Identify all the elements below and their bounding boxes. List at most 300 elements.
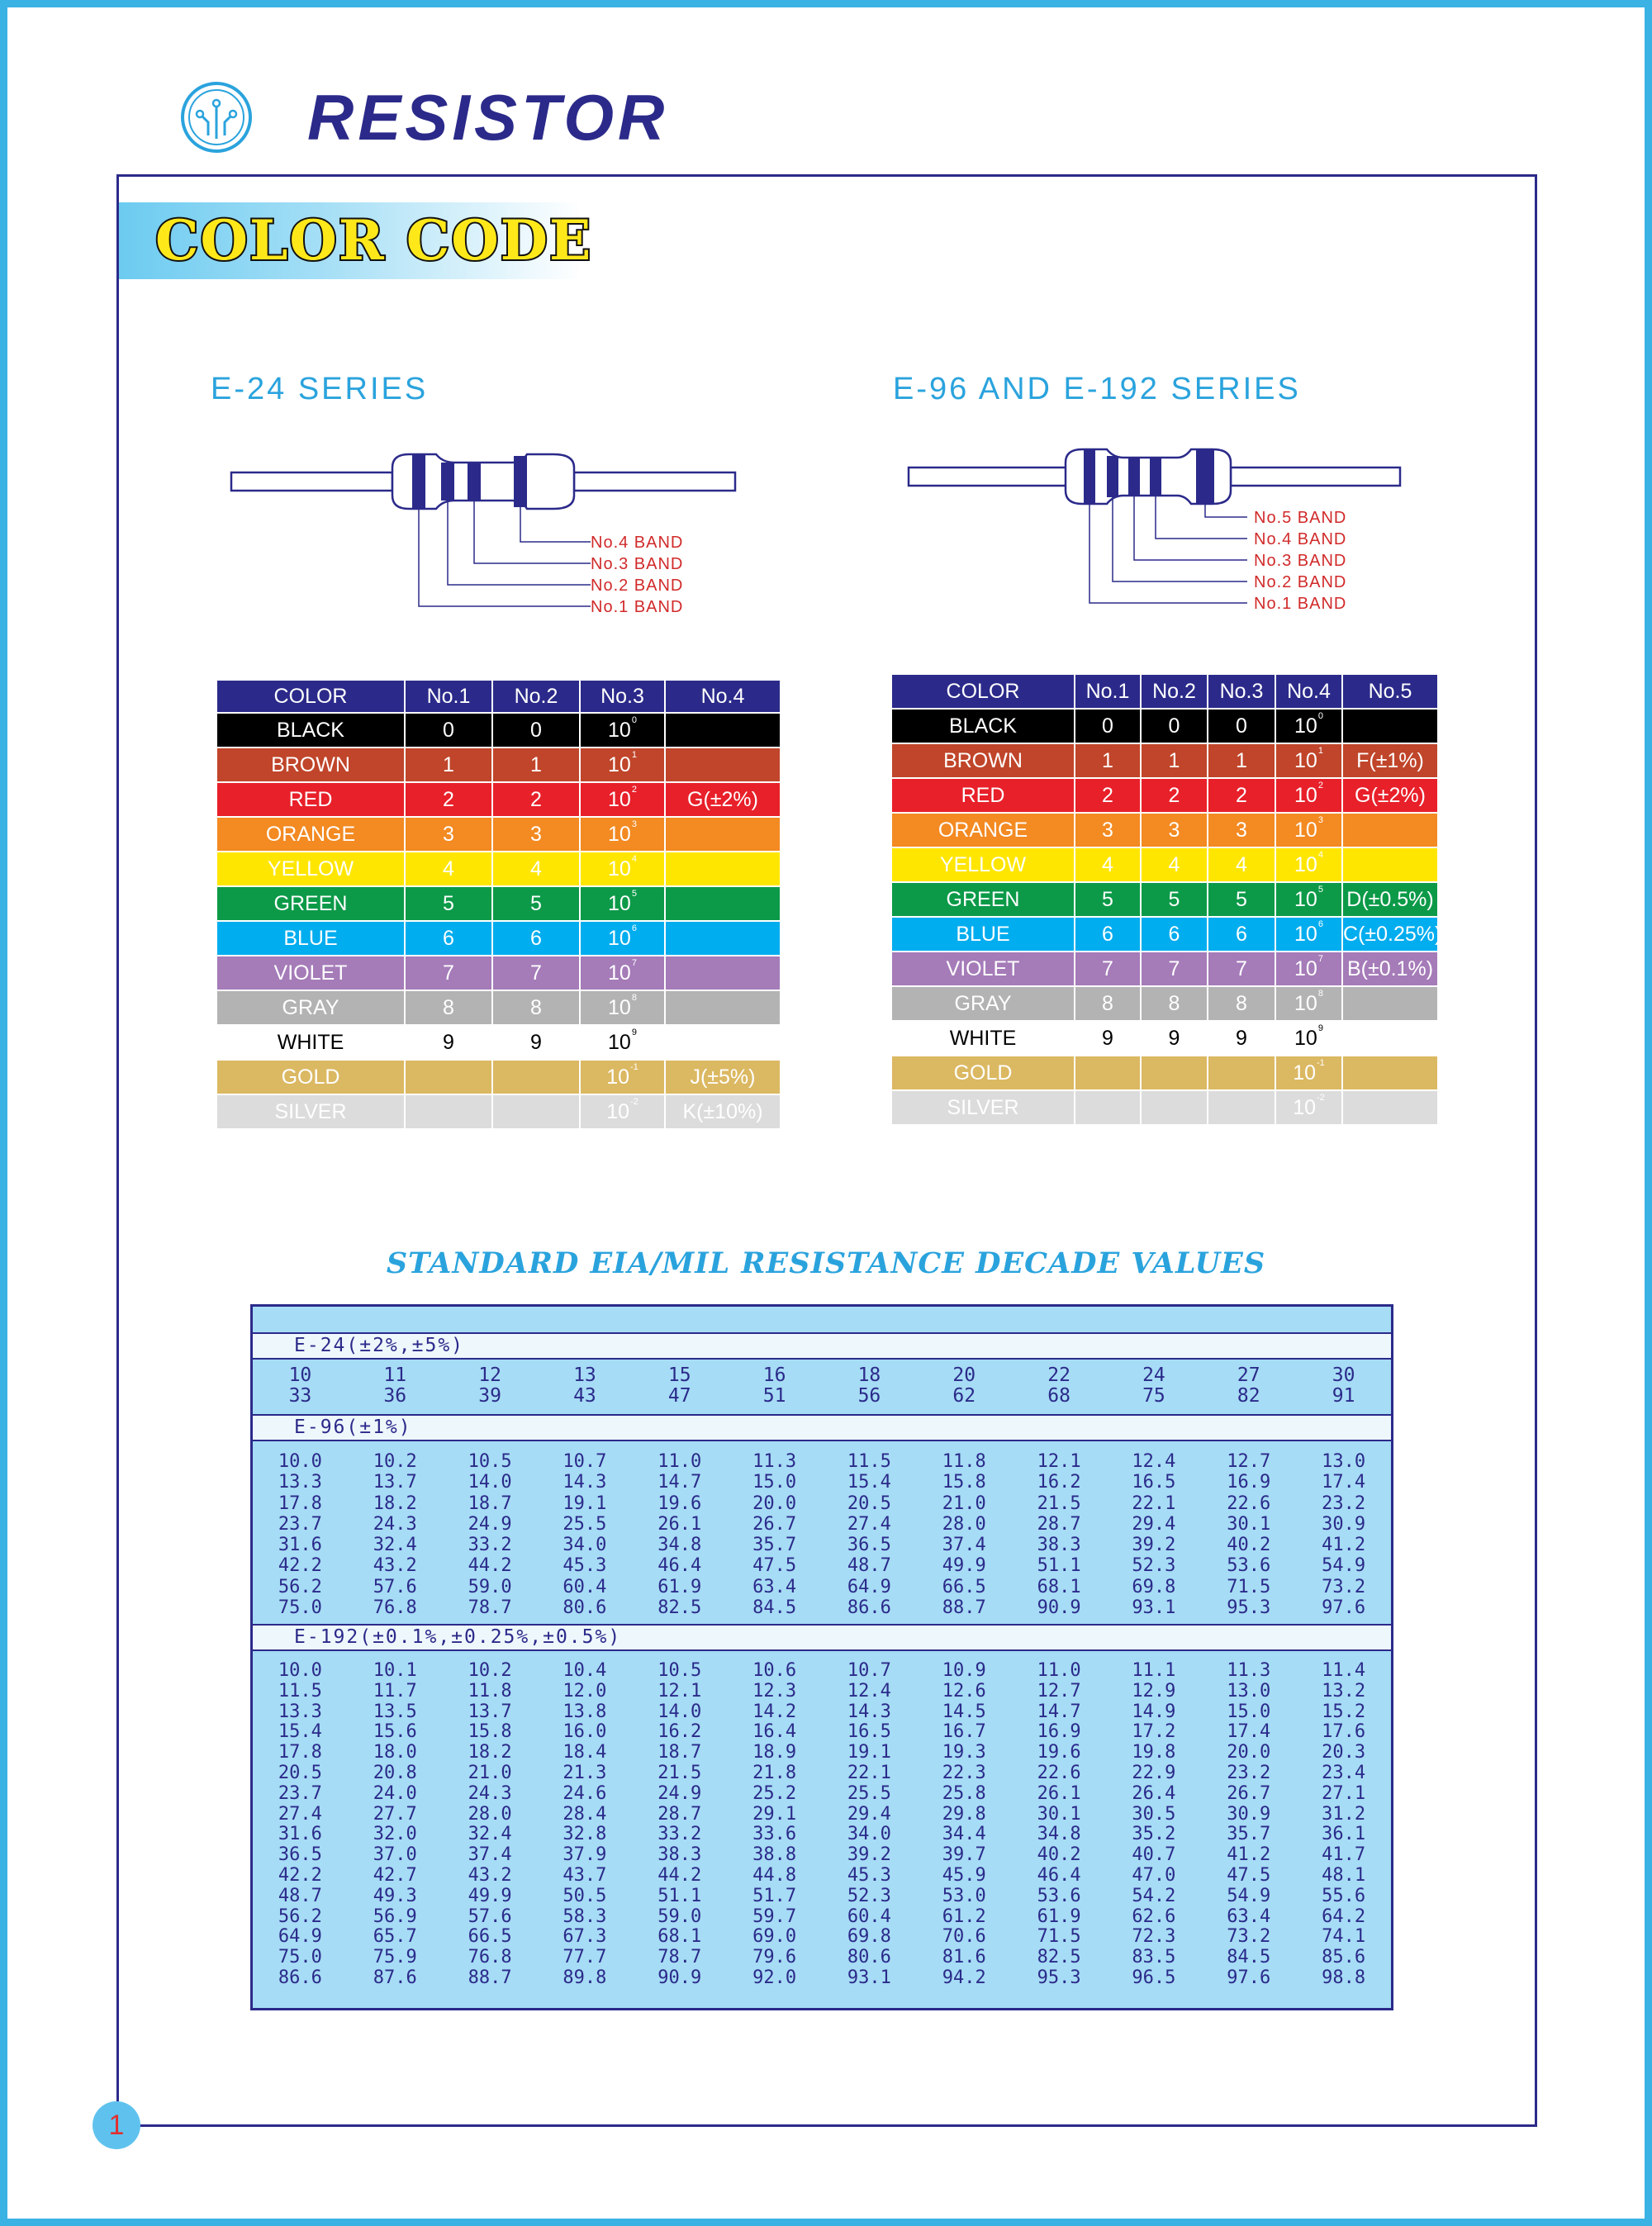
resistance-value: 22 <box>1047 1365 1070 1386</box>
digit-cell <box>405 1060 492 1094</box>
digit-cell <box>1208 1090 1275 1125</box>
table-row <box>216 990 781 1025</box>
resistance-value: 52.3 <box>847 1885 891 1906</box>
resistance-value: 48.1 <box>1322 1864 1366 1886</box>
band-label: No.1 BAND <box>1254 595 1347 613</box>
brand-title: RESISTOR <box>307 81 669 154</box>
resistance-value: 10.4 <box>563 1660 607 1681</box>
band-label: No.4 BAND <box>1254 530 1347 548</box>
digit-cell: 4 <box>1141 847 1208 882</box>
resistance-value: 10.7 <box>563 1451 607 1472</box>
color-name-cell: GRAY <box>891 986 1075 1021</box>
resistance-value: 19.6 <box>657 1493 702 1514</box>
e96-resistor-diagram <box>900 438 1446 619</box>
resistance-value: 34.0 <box>847 1824 891 1845</box>
resistance-value: 90.9 <box>657 1967 702 1988</box>
table-row <box>216 748 781 782</box>
resistance-value: 27.4 <box>278 1803 322 1825</box>
resistance-value: 26.7 <box>752 1513 797 1535</box>
resistance-value: 77.7 <box>563 1947 607 1968</box>
resistance-value: 30 <box>1332 1365 1355 1386</box>
resistance-value: 79.6 <box>752 1947 797 1968</box>
resistance-value: 17.8 <box>278 1742 322 1763</box>
resistance-value: 19.3 <box>942 1742 986 1763</box>
digit-cell: 4 <box>1208 847 1275 882</box>
digit-cell: 2 <box>1208 778 1275 813</box>
e24-values-header: E-24(±2%,±5%) <box>253 1332 1391 1360</box>
resistance-value: 71.5 <box>1037 1926 1081 1948</box>
resistance-value: 13 <box>573 1365 596 1386</box>
resistance-value: 24.3 <box>373 1513 417 1535</box>
resistance-value: 24.3 <box>468 1782 512 1804</box>
resistance-value: 41.2 <box>1322 1535 1366 1556</box>
resistance-value: 15.4 <box>847 1472 891 1493</box>
resistance-value: 46.4 <box>657 1555 702 1577</box>
resistance-value: 59.0 <box>468 1576 512 1597</box>
resistance-value: 42.7 <box>373 1864 417 1886</box>
table-row <box>216 1060 781 1094</box>
color-name-cell: GREEN <box>891 882 1075 917</box>
digit-cell: 6 <box>405 921 492 956</box>
resistance-value: 61.2 <box>942 1906 986 1927</box>
resistance-value: 18 <box>857 1365 881 1386</box>
table-row <box>216 713 781 748</box>
multiplier-exponent: 0 <box>631 714 637 725</box>
resistance-value: 82.5 <box>1037 1947 1081 1968</box>
digit-cell <box>1141 1090 1208 1125</box>
multiplier-cell <box>580 1094 665 1129</box>
resistance-value: 76.8 <box>468 1947 512 1968</box>
resistance-value: 61.9 <box>657 1576 702 1597</box>
resistance-value: 95.3 <box>1227 1597 1271 1619</box>
resistance-value: 66.5 <box>468 1926 512 1948</box>
resistance-value: 90.9 <box>1037 1597 1081 1619</box>
resistance-value: 80.6 <box>847 1947 891 1968</box>
table-row <box>891 778 1438 813</box>
resistance-value: 13.0 <box>1227 1680 1271 1702</box>
resistance-value: 75 <box>1142 1385 1165 1407</box>
table-row <box>216 1094 781 1129</box>
resistance-value: 69.0 <box>752 1926 797 1948</box>
resistance-value: 75.9 <box>373 1947 417 1968</box>
resistance-value: 21.8 <box>752 1762 797 1783</box>
resistance-value: 24 <box>1142 1365 1165 1386</box>
resistance-value: 28.7 <box>657 1803 702 1825</box>
table-row <box>891 1090 1438 1125</box>
resistance-value: 51.1 <box>657 1885 702 1906</box>
digit-cell: 2 <box>1141 778 1208 813</box>
tolerance-cell: K(±10%) <box>665 1094 781 1129</box>
digit-cell: 9 <box>1208 1021 1275 1056</box>
resistance-value: 78.7 <box>468 1597 512 1619</box>
table-row <box>891 1056 1438 1090</box>
tolerance-cell <box>665 990 781 1025</box>
resistance-value: 38.8 <box>752 1844 797 1866</box>
table-row <box>891 917 1438 952</box>
multiplier-exponent: 6 <box>1317 918 1323 929</box>
resistance-value: 12.4 <box>1132 1451 1176 1472</box>
resistance-value: 13.8 <box>563 1701 607 1722</box>
resistance-value: 10.0 <box>278 1660 322 1681</box>
digit-cell: 5 <box>405 886 492 921</box>
resistance-value: 47.5 <box>752 1555 797 1577</box>
tolerance-cell <box>665 852 781 886</box>
resistance-value: 27.4 <box>847 1513 891 1535</box>
resistance-value: 14.3 <box>847 1701 891 1722</box>
table-header-cell: COLOR <box>891 674 1075 709</box>
color-name-cell: ORANGE <box>216 817 405 852</box>
resistance-value: 39.2 <box>847 1844 891 1866</box>
digit-cell: 9 <box>1141 1021 1208 1056</box>
tolerance-cell <box>665 886 781 921</box>
multiplier-cell <box>1275 813 1342 847</box>
resistance-value: 12.3 <box>752 1680 797 1702</box>
multiplier-base: 10 <box>608 752 631 776</box>
multiplier-exponent: 7 <box>1317 953 1323 964</box>
resistance-value: 81.6 <box>942 1947 986 1968</box>
multiplier-base: 10 <box>606 1065 630 1089</box>
resistance-value: 24.6 <box>563 1782 607 1804</box>
table-row <box>891 986 1438 1021</box>
resistance-value: 24.9 <box>468 1513 512 1535</box>
resistance-value: 28.0 <box>942 1513 986 1535</box>
resistance-value: 13.5 <box>373 1701 417 1722</box>
tolerance-cell <box>665 748 781 782</box>
resistance-value: 29.4 <box>1132 1513 1176 1535</box>
resistance-value: 10 <box>288 1365 312 1386</box>
table-header-cell: No.4 <box>1275 674 1342 709</box>
resistance-value: 72.3 <box>1132 1926 1176 1948</box>
resistance-value: 22.1 <box>847 1762 891 1783</box>
digit-cell: 0 <box>1208 709 1275 743</box>
table-header-cell: No.3 <box>580 680 665 713</box>
resistance-value: 20.8 <box>373 1762 417 1783</box>
resistance-value: 32.8 <box>563 1824 607 1845</box>
resistance-value: 63.4 <box>752 1576 797 1597</box>
digit-cell: 9 <box>492 1025 580 1060</box>
multiplier-exponent: 3 <box>631 819 637 829</box>
multiplier-exponent: 8 <box>631 992 637 1003</box>
multiplier-base: 10 <box>1294 956 1317 980</box>
multiplier-exponent: 7 <box>631 957 637 968</box>
color-name-cell: GRAY <box>216 990 405 1025</box>
resistance-value: 11.7 <box>373 1680 417 1702</box>
e192-values-header: E-192(±0.1%,±0.25%,±0.5%) <box>253 1624 1391 1651</box>
e192-values-grid <box>253 1661 1391 1989</box>
color-name-cell: WHITE <box>891 1021 1075 1056</box>
resistance-value: 15.4 <box>278 1721 322 1743</box>
resistance-value: 12.4 <box>847 1680 891 1702</box>
resistance-value: 23.2 <box>1322 1493 1366 1514</box>
table-header-cell: No.4 <box>665 680 781 713</box>
resistance-value: 75.0 <box>278 1597 322 1619</box>
resistance-value: 85.6 <box>1322 1947 1366 1968</box>
resistance-value: 10.2 <box>468 1660 512 1681</box>
resistance-value: 45.9 <box>942 1864 986 1886</box>
digit-cell: 7 <box>405 956 492 990</box>
resistance-value: 62.6 <box>1132 1906 1176 1927</box>
band-label: No.3 BAND <box>1254 552 1347 570</box>
resistance-value: 82 <box>1237 1385 1260 1407</box>
resistance-value: 87.6 <box>373 1967 417 1988</box>
resistance-value: 18.2 <box>468 1742 512 1763</box>
multiplier-exponent: -2 <box>630 1096 638 1107</box>
resistance-value: 39.2 <box>1132 1535 1176 1556</box>
multiplier-base: 10 <box>608 787 631 811</box>
digit-cell: 3 <box>1141 813 1208 847</box>
resistance-value: 16.2 <box>1037 1472 1081 1493</box>
resistance-value: 15.0 <box>1227 1701 1271 1722</box>
multiplier-base: 10 <box>606 1099 630 1123</box>
resistance-value: 16.9 <box>1227 1472 1271 1493</box>
resistance-value: 48.7 <box>847 1555 891 1577</box>
resistance-value: 84.5 <box>752 1597 797 1619</box>
multiplier-cell <box>1275 847 1342 882</box>
table-row <box>891 709 1438 743</box>
resistance-value: 19.1 <box>847 1742 891 1763</box>
resistance-value: 18.0 <box>373 1742 417 1763</box>
resistance-value: 68.1 <box>1037 1576 1081 1597</box>
resistance-value: 75.0 <box>278 1947 322 1968</box>
resistance-value: 20.3 <box>1322 1742 1366 1763</box>
resistance-value: 10.5 <box>468 1451 512 1472</box>
e24-values-grid <box>253 1365 1391 1407</box>
resistance-value: 21.3 <box>563 1762 607 1783</box>
resistance-value: 49.9 <box>468 1885 512 1906</box>
digit-cell: 4 <box>405 852 492 886</box>
table-row <box>891 813 1438 847</box>
resistance-value: 38.3 <box>1037 1535 1081 1556</box>
resistance-value: 10.5 <box>657 1660 702 1681</box>
resistance-value: 37.0 <box>373 1844 417 1866</box>
resistance-value: 30.1 <box>1037 1803 1081 1825</box>
color-name-cell: GOLD <box>891 1056 1075 1090</box>
resistance-value: 49.9 <box>942 1555 986 1577</box>
tolerance-cell <box>665 1025 781 1060</box>
resistance-value: 88.7 <box>468 1967 512 1988</box>
multiplier-base: 10 <box>608 926 631 950</box>
resistance-value: 37.9 <box>563 1844 607 1866</box>
resistance-value: 41.7 <box>1322 1844 1366 1866</box>
tolerance-cell: G(±2%) <box>1342 778 1438 813</box>
band-label: No.1 BAND <box>591 598 684 616</box>
resistance-value: 33.2 <box>657 1824 702 1845</box>
resistance-value: 60.4 <box>563 1576 607 1597</box>
resistance-value: 61.9 <box>1037 1906 1081 1927</box>
resistance-value: 11.1 <box>1132 1660 1176 1681</box>
digit-cell: 2 <box>405 782 492 817</box>
digit-cell: 9 <box>405 1025 492 1060</box>
resistance-value: 23.7 <box>278 1513 322 1535</box>
resistance-value: 12.0 <box>563 1680 607 1702</box>
resistance-value: 95.3 <box>1037 1967 1081 1988</box>
resistance-value: 11.4 <box>1322 1660 1366 1681</box>
resistance-value: 35.7 <box>752 1535 797 1556</box>
digit-cell: 6 <box>1075 917 1141 952</box>
resistance-value: 22.9 <box>1132 1762 1176 1783</box>
tolerance-cell <box>665 956 781 990</box>
resistance-value: 66.5 <box>942 1576 986 1597</box>
digit-cell <box>1141 1056 1208 1090</box>
digit-cell: 1 <box>1208 743 1275 778</box>
multiplier-cell <box>1275 778 1342 813</box>
resistance-value: 32.4 <box>468 1824 512 1845</box>
multiplier-exponent: 1 <box>1317 745 1323 756</box>
resistance-value: 32.0 <box>373 1824 417 1845</box>
multiplier-exponent: 9 <box>631 1027 637 1037</box>
tolerance-cell <box>1342 986 1438 1021</box>
tolerance-cell <box>1342 847 1438 882</box>
color-name-cell: GREEN <box>216 886 405 921</box>
table-row <box>216 921 781 956</box>
resistance-value: 16.5 <box>847 1721 891 1743</box>
multiplier-cell <box>1275 952 1342 986</box>
resistance-value: 51 <box>762 1385 786 1407</box>
e24-series-title: E-24 SERIES <box>211 372 429 406</box>
multiplier-cell <box>580 1060 665 1094</box>
standard-values-title: STANDARD EIA/MIL RESISTANCE DECADE VALUES <box>386 1246 1266 1280</box>
resistance-value: 28.0 <box>468 1803 512 1825</box>
resistance-value: 11.8 <box>942 1451 986 1472</box>
digit-cell: 8 <box>1141 986 1208 1021</box>
resistance-value: 36.5 <box>278 1844 322 1866</box>
table-row <box>216 817 781 852</box>
resistance-value: 55.6 <box>1322 1885 1366 1906</box>
resistance-value: 15.8 <box>468 1721 512 1743</box>
resistance-value: 25.2 <box>752 1782 797 1804</box>
multiplier-exponent: 0 <box>1317 710 1323 721</box>
multiplier-cell <box>1275 1090 1342 1125</box>
resistance-value: 64.9 <box>847 1576 891 1597</box>
color-name-cell: SILVER <box>891 1090 1075 1125</box>
resistance-value: 42.2 <box>278 1864 322 1886</box>
resistance-value: 14.7 <box>657 1472 702 1493</box>
band-label: No.5 BAND <box>1254 509 1347 527</box>
digit-cell: 4 <box>1075 847 1141 882</box>
multiplier-exponent: 5 <box>1317 884 1323 895</box>
resistance-value: 31.6 <box>278 1824 322 1845</box>
table-row <box>216 852 781 886</box>
resistance-value: 29.4 <box>847 1803 891 1825</box>
table-row <box>891 952 1438 986</box>
multiplier-cell <box>580 921 665 956</box>
tolerance-cell <box>1342 1090 1438 1125</box>
multiplier-exponent: 9 <box>1317 1023 1323 1033</box>
resistance-value: 98.8 <box>1322 1967 1366 1988</box>
resistance-value: 14.0 <box>468 1472 512 1493</box>
resistance-value: 31.6 <box>278 1535 322 1556</box>
multiplier-exponent: 4 <box>631 853 637 864</box>
resistance-value: 26.1 <box>1037 1782 1081 1804</box>
resistance-value: 20.0 <box>1227 1742 1271 1763</box>
multiplier-base: 10 <box>608 718 631 742</box>
resistance-value: 24.0 <box>373 1782 417 1804</box>
resistance-value: 19.6 <box>1037 1742 1081 1763</box>
resistance-value: 37.4 <box>468 1844 512 1866</box>
resistance-value: 18.7 <box>657 1742 702 1763</box>
digit-cell: 4 <box>492 852 580 886</box>
multiplier-exponent: -1 <box>630 1061 638 1072</box>
resistance-value: 47.5 <box>1227 1864 1271 1886</box>
digit-cell: 9 <box>1075 1021 1141 1056</box>
resistance-value: 10.1 <box>373 1660 417 1681</box>
resistance-value: 82.5 <box>657 1597 702 1619</box>
resistance-value: 44.2 <box>657 1864 702 1886</box>
resistance-value: 53.6 <box>1037 1885 1081 1906</box>
resistance-value: 14.5 <box>942 1701 986 1722</box>
multiplier-cell <box>1275 1021 1342 1056</box>
resistance-value: 22.3 <box>942 1762 986 1783</box>
resistance-value: 13.3 <box>278 1472 322 1493</box>
multiplier-cell <box>580 748 665 782</box>
digit-cell: 8 <box>405 990 492 1025</box>
resistance-value: 65.7 <box>373 1926 417 1948</box>
table-row <box>216 1025 781 1060</box>
digit-cell: 0 <box>405 713 492 748</box>
multiplier-base: 10 <box>1294 714 1317 738</box>
color-name-cell: BLUE <box>891 917 1075 952</box>
digit-cell: 1 <box>1075 743 1141 778</box>
resistance-value: 53.0 <box>942 1885 986 1906</box>
resistance-value: 34.0 <box>563 1535 607 1556</box>
color-name-cell: RED <box>216 782 405 817</box>
resistance-value: 25.5 <box>847 1782 891 1804</box>
resistance-value: 39.7 <box>942 1844 986 1866</box>
digit-cell: 7 <box>1075 952 1141 986</box>
resistance-value: 34.8 <box>657 1535 702 1556</box>
resistance-value: 56.2 <box>278 1576 322 1597</box>
tolerance-cell: G(±2%) <box>665 782 781 817</box>
resistance-value: 19.8 <box>1132 1742 1176 1763</box>
resistance-value: 12.9 <box>1132 1680 1176 1702</box>
digit-cell: 8 <box>1208 986 1275 1021</box>
resistance-value: 38.3 <box>657 1844 702 1866</box>
resistance-value: 40.2 <box>1037 1844 1081 1866</box>
color-name-cell: SILVER <box>216 1094 405 1129</box>
resistance-value: 12.6 <box>942 1680 986 1702</box>
resistance-value: 54.9 <box>1322 1555 1366 1577</box>
resistance-value: 39 <box>478 1385 501 1407</box>
resistance-value: 17.6 <box>1322 1721 1366 1743</box>
resistance-value: 14.0 <box>657 1701 702 1722</box>
resistance-value: 71.5 <box>1227 1576 1271 1597</box>
resistance-value: 45.3 <box>563 1555 607 1577</box>
table-row <box>891 743 1438 778</box>
resistance-value: 40.2 <box>1227 1535 1271 1556</box>
multiplier-exponent: -2 <box>1317 1092 1325 1103</box>
digit-cell <box>1208 1056 1275 1090</box>
resistance-value: 12.1 <box>657 1680 702 1702</box>
resistance-value: 51.7 <box>752 1885 797 1906</box>
multiplier-base: 10 <box>1294 1026 1317 1050</box>
resistance-value: 15.2 <box>1322 1701 1366 1722</box>
standard-values-panel <box>250 1304 1393 2010</box>
multiplier-exponent: 5 <box>631 888 637 899</box>
resistance-value: 56.2 <box>278 1906 322 1927</box>
resistance-value: 92.0 <box>752 1967 797 1988</box>
resistance-value: 11.3 <box>1227 1660 1271 1681</box>
page-number: 1 <box>93 2101 140 2149</box>
multiplier-base: 10 <box>1293 1095 1317 1119</box>
multiplier-exponent: 2 <box>1317 780 1323 790</box>
multiplier-cell <box>580 990 665 1025</box>
resistance-value: 73.2 <box>1227 1926 1271 1948</box>
resistance-value: 51.1 <box>1037 1555 1081 1577</box>
color-name-cell: BLACK <box>216 713 405 748</box>
e96-color-table <box>890 673 1442 1126</box>
resistance-value: 96.5 <box>1132 1967 1176 1988</box>
resistance-value: 15.8 <box>942 1472 986 1493</box>
